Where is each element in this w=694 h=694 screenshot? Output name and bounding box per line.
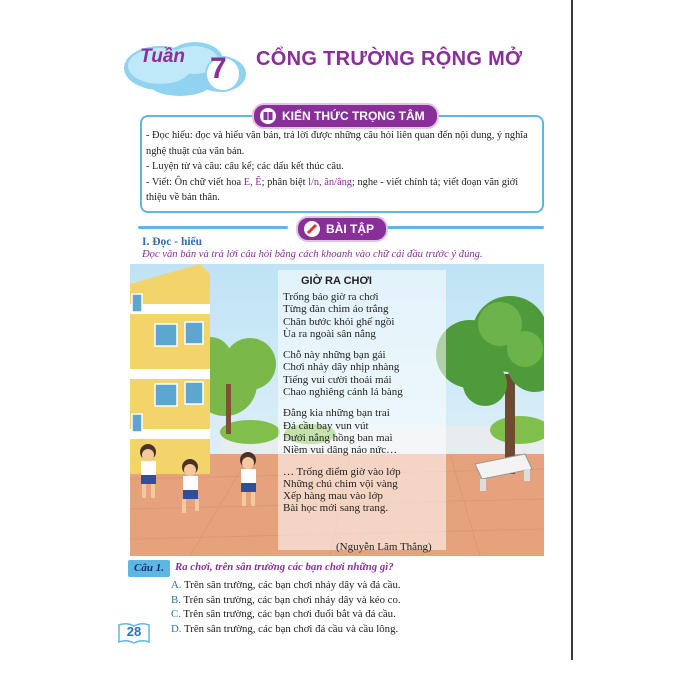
knowledge-item: - Luyện từ và câu: câu kể; các dấu kết thúc câu. xyxy=(146,161,344,173)
capital-letters: E, Ê xyxy=(243,176,262,188)
unit-title: CỔNG TRƯỜNG RỘNG MỞ xyxy=(256,48,523,70)
book-icon xyxy=(260,108,276,124)
poem-line: Xếp hàng mau vào lớp xyxy=(283,490,383,503)
option-a[interactable] xyxy=(171,578,401,593)
poem-stanza xyxy=(283,407,453,456)
poem-line: … Trống điểm giờ vào lớp xyxy=(283,465,401,478)
knowledge-item-writing xyxy=(146,175,538,206)
writing-mid: ; phân biệt xyxy=(261,176,309,188)
option-b[interactable] xyxy=(171,593,401,608)
poem-line: Ùa ra ngoài sân nắng xyxy=(283,327,376,340)
poem-line: Chân bước khỏi ghế ngồi xyxy=(283,315,395,328)
poem-line: Chỗ này những bạn gái xyxy=(283,349,386,362)
poem-title: GIỜ RA CHƠI xyxy=(301,275,372,287)
poem-line: Trống báo giờ ra chơi xyxy=(283,291,379,303)
option-d[interactable] xyxy=(171,622,401,637)
option-letter: D. xyxy=(171,622,182,635)
answer-options xyxy=(171,578,401,636)
option-letter: B. xyxy=(171,593,181,606)
week-label: Tuần xyxy=(140,46,186,67)
page-number: 28 xyxy=(126,624,142,639)
question-label: Câu 1. xyxy=(128,560,170,577)
poem-stanza xyxy=(283,291,453,340)
page-edge xyxy=(571,0,573,660)
poem-line: Đằng kia những bạn trai xyxy=(283,407,390,420)
divider-right xyxy=(384,226,544,229)
poem-stanza xyxy=(283,349,453,398)
poem-line: Từng đàn chim áo trắng xyxy=(283,303,389,316)
divider-left xyxy=(138,226,288,229)
week-number: 7 xyxy=(210,52,227,85)
pencil-icon xyxy=(304,221,320,237)
poem-line: Bài học mới sang trang. xyxy=(283,502,389,515)
writing-suffix: ; nghe - viết chính tả; viết đoạn văn giới thiệu về bản thân. xyxy=(146,176,519,204)
option-letter: C. xyxy=(171,608,181,621)
poem-line: Niềm vui dâng náo nức… xyxy=(283,444,398,457)
poem-line: Chơi nhảy dây nhịp nhàng xyxy=(283,361,400,374)
question-text: Ra chơi, trên sân trường các bạn chơi những gì? xyxy=(175,561,394,573)
knowledge-list xyxy=(146,128,538,206)
option-letter: A. xyxy=(171,579,182,591)
poem-line: Tiếng vui cười thoải mái xyxy=(283,373,392,386)
poem-line: Chao nghiêng cánh lá bàng xyxy=(283,386,403,399)
knowledge-item: - Đọc hiểu: đọc và hiểu văn bản, trả lời được những câu hỏi liên quan đến nội dung, ý nghĩa nghệ thuật của văn bản. xyxy=(146,130,528,157)
exercise-heading-pill xyxy=(296,216,388,242)
school-building xyxy=(130,264,210,474)
section-instruction: Đọc văn bản và trả lời câu hỏi bằng cách khoanh vào chữ cái đầu trước ý đúng. xyxy=(142,249,483,260)
poem-line: Dưới nắng hồng ban mai xyxy=(283,431,393,444)
exercise-heading: BÀI TẬP xyxy=(326,222,374,236)
option-text: Trên sân trường, các bạn chơi nhảy dây và kéo co. xyxy=(183,593,401,606)
option-c[interactable] xyxy=(171,607,401,622)
poem xyxy=(283,275,453,524)
spelling-pairs: l/n, ăn/ăng xyxy=(308,176,352,188)
poem-stanza xyxy=(283,466,453,515)
option-text: Trên sân trường, các bạn chơi đuổi bắt và đá cầu. xyxy=(183,608,396,621)
poem-line: Những chú chim vội vàng xyxy=(283,477,398,490)
writing-prefix: - Viết: Ôn chữ viết hoa xyxy=(146,176,244,188)
poem-line: Đá cầu bay vun vút xyxy=(283,419,369,432)
knowledge-heading: KIẾN THỨC TRỌNG TÂM xyxy=(282,109,425,123)
option-text: Trên sân trường, các bạn chơi nhảy dây và đá cầu. xyxy=(184,579,401,591)
poem-author: (Nguyễn Lãm Thắng) xyxy=(336,541,432,553)
section-title: I. Đọc - hiểu xyxy=(142,236,203,248)
page-number-badge xyxy=(118,622,150,644)
option-text: Trên sân trường, các bạn chơi đá cầu và cầu lông. xyxy=(184,622,399,635)
knowledge-heading-pill xyxy=(252,103,439,129)
